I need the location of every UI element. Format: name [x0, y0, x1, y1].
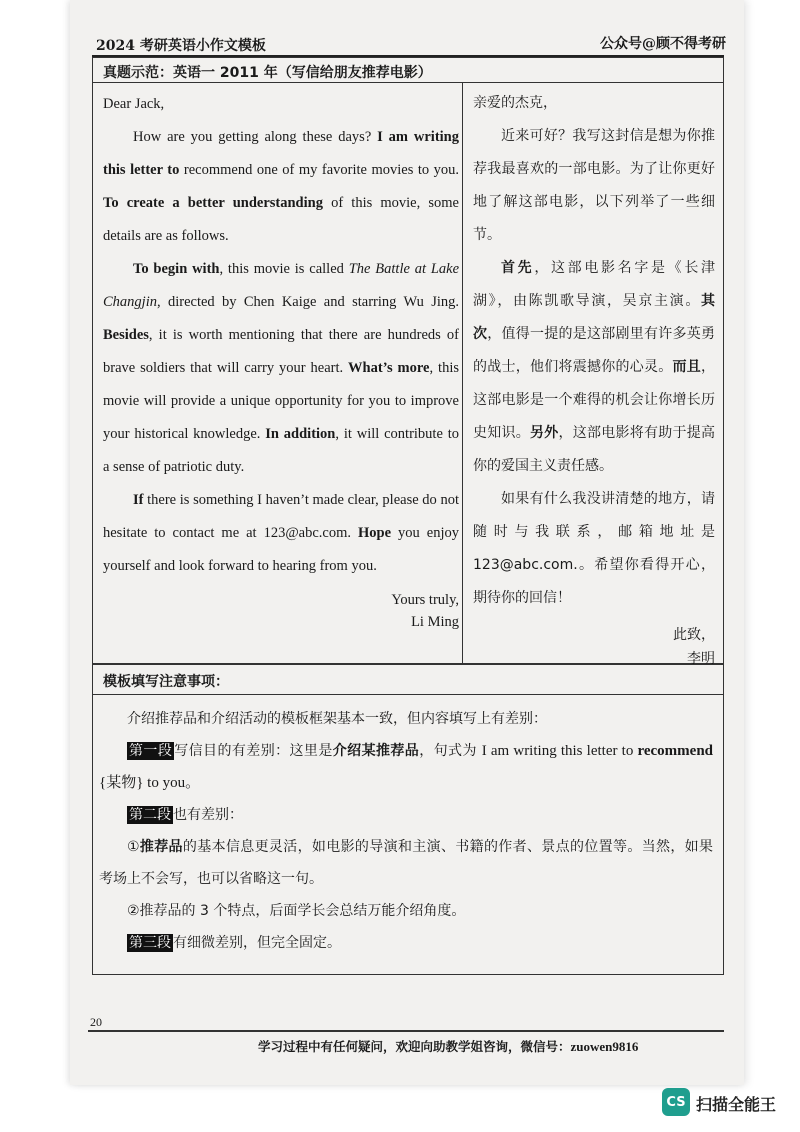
notes-item-1: ①推荐品的基本信息更灵活，如电影的导演和主演、书籍的作者、景点的位置等。当然，如果考场上不会写，也可以省略这一句。: [99, 839, 713, 887]
chinese-paragraph-1: 近来可好？我写这封信是想为你推荐我最喜欢的一部电影。为了让你更好地了解这部电影，以下列举了一些细节。: [473, 128, 715, 243]
chinese-signature: 李明: [687, 651, 715, 667]
header-title: 2024 考研英语小作文模板: [96, 38, 266, 54]
english-letter: [103, 88, 459, 633]
example-box: [92, 57, 724, 667]
footer-contact: 学习过程中有任何疑问，欢迎向助教学姐咨询，微信号：zuowen9816: [258, 1039, 639, 1054]
chinese-paragraph-2: 首先，这部电影名字是《长津湖》，由陈凯歌导演，吴京主演。其次，值得一提的是这部剧里有许多英勇的战士，他们将震撼你的心灵。而且，这部电影是一个难得的机会让你增长历史知识。另外，这部电影将有助于提高你的爱国主义责任感。: [473, 260, 716, 474]
english-paragraph-1: How are you getting along these days? I am writing this letter to recommend one of my favorite movies to you. To create a better understanding of this movie, some details are as follows.: [103, 129, 459, 244]
column-divider: [462, 83, 463, 663]
notes-paragraph-2: 第二段 也有差别：: [129, 807, 243, 823]
page-number: 20: [90, 1015, 102, 1029]
english-paragraph-3: If there is something I haven’t made clear, please do not hesitate to contact me at 123@abc.com. Hope you enjoy yourself and look forward to hearing from you.: [103, 492, 459, 574]
footer-rule: [88, 1030, 724, 1032]
notes-body: [99, 703, 713, 959]
tag-paragraph-1: 第一段: [129, 743, 173, 759]
notes-paragraph-3: 第三段 有细微差别，但完全固定。: [129, 935, 341, 951]
english-greeting: Dear Jack,: [103, 96, 165, 112]
chinese-letter: [473, 87, 715, 671]
english-signature: Li Ming: [411, 614, 459, 630]
tag-paragraph-2: 第二段: [129, 807, 171, 823]
tag-paragraph-3: 第三段: [129, 935, 171, 951]
notes-item-2: ②推荐品的 3 个特点，后面学长会总结万能介绍角度。: [127, 903, 466, 919]
camscanner-watermark: 扫描全能王: [696, 1095, 777, 1114]
english-closing: Yours truly,: [391, 592, 459, 608]
chinese-closing: 此致，: [673, 627, 715, 643]
notes-title: 模板填写注意事项：: [93, 665, 723, 695]
notes-paragraph-1: 第一段 写信目的有差别：这里是介绍某推荐品，句式为 I am writing this letter to recommend {某物} to you。: [99, 743, 714, 791]
english-paragraph-2: To begin with, this movie is called The Battle at Lake Changjin, directed by Chen Kaige and starring Wu Jing. Besides, it is worth mentioning that there are hundreds of brave soldiers that will carry your heart. What’s more, this movie will provide a unique opportunity for you to improve your historical knowledge. In addition, it will contribute to a sense of patriotic duty.: [103, 261, 460, 475]
camscanner-logo-icon: CS: [662, 1088, 690, 1116]
notes-intro: 介绍推荐品和介绍活动的模板框架基本一致，但内容填写上有差别：: [127, 711, 547, 727]
header-account: 公众号@顾不得考研: [600, 36, 726, 52]
chinese-paragraph-3: 如果有什么我没讲清楚的地方，请随时与我联系，邮箱地址是123@abc.com.。希望你看得开心，期待你的回信！: [473, 491, 715, 606]
chinese-greeting: 亲爱的杰克，: [473, 95, 557, 111]
example-title: 真题示范：英语一 2011 年（写信给朋友推荐电影）: [93, 58, 723, 83]
notes-box: [92, 664, 724, 975]
